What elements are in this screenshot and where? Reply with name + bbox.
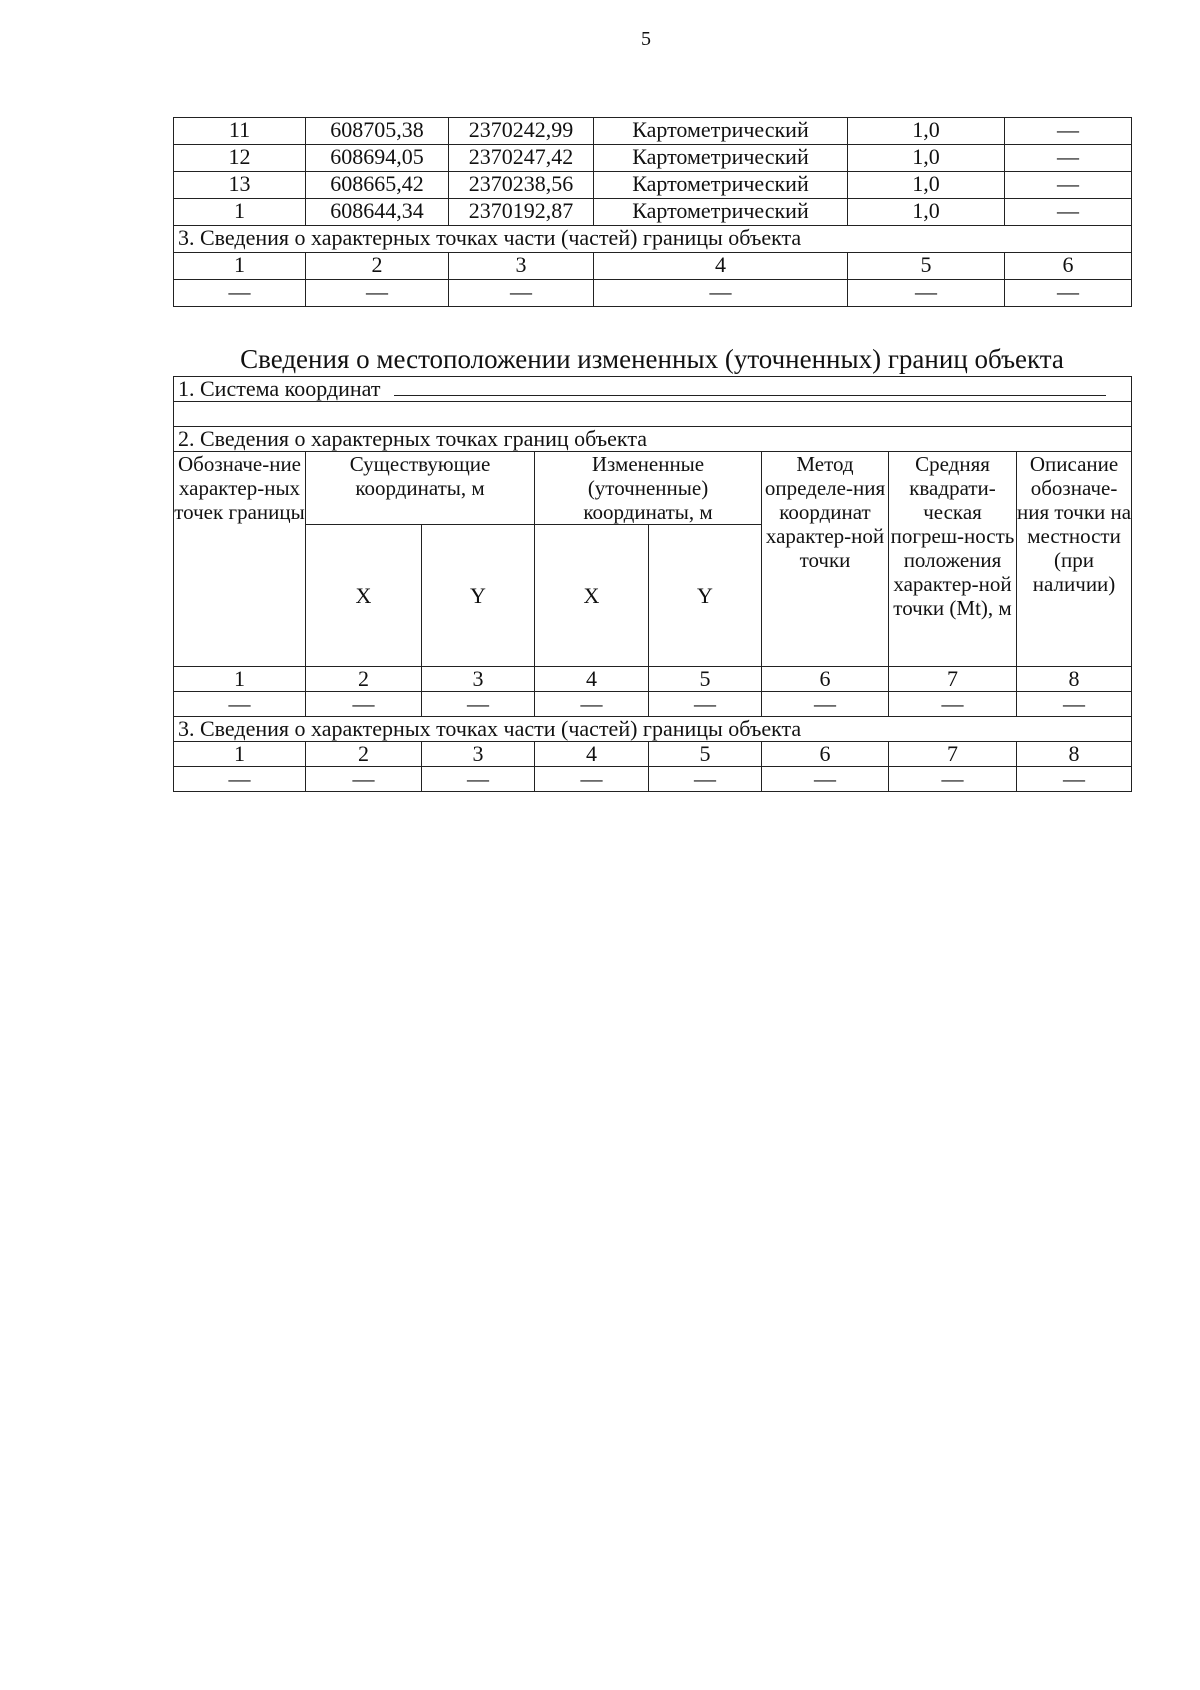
table-cell: 608644,34 bbox=[306, 199, 449, 226]
table-cell: — bbox=[174, 280, 306, 307]
blank-row bbox=[174, 402, 1132, 427]
table-cell: 2370242,99 bbox=[449, 118, 594, 145]
boundary-points-table bbox=[173, 117, 1132, 307]
table-cell: 608694,05 bbox=[306, 145, 449, 172]
table-row bbox=[174, 172, 1132, 199]
table-cell: 1,0 bbox=[848, 145, 1005, 172]
table-cell: — bbox=[306, 280, 449, 307]
table-cell: — bbox=[1017, 692, 1132, 717]
table-cell: — bbox=[762, 692, 889, 717]
table-cell: 2370192,87 bbox=[449, 199, 594, 226]
table-cell: — bbox=[306, 692, 422, 717]
table-cell: 608705,38 bbox=[306, 118, 449, 145]
table-cell: — bbox=[422, 767, 535, 792]
table-cell: 6 bbox=[762, 667, 889, 692]
table-cell: 3 bbox=[422, 742, 535, 767]
table-cell: 1 bbox=[174, 742, 306, 767]
section3-title: 3. Сведения о характерных точках части (частей) границы объекта bbox=[174, 226, 1132, 253]
table-cell: 2370238,56 bbox=[449, 172, 594, 199]
table-row bbox=[174, 118, 1132, 145]
table-cell: — bbox=[535, 767, 649, 792]
table-cell: 6 bbox=[762, 742, 889, 767]
header-existing-coords: Существующие координаты, м bbox=[306, 452, 535, 525]
header-changed-x: X bbox=[535, 525, 649, 667]
table-cell: 2370247,42 bbox=[449, 145, 594, 172]
table-cell: 8 bbox=[1017, 667, 1132, 692]
table-cell: 1,0 bbox=[848, 172, 1005, 199]
header-changed-y: Y bbox=[649, 525, 762, 667]
header-existing-y: Y bbox=[422, 525, 535, 667]
table-cell: — bbox=[649, 692, 762, 717]
table-cell: 1 bbox=[174, 667, 306, 692]
table-cell: — bbox=[1005, 199, 1132, 226]
table-cell: 2 bbox=[306, 253, 449, 280]
table-cell: 4 bbox=[535, 667, 649, 692]
table-cell: 3 bbox=[449, 253, 594, 280]
table-cell: — bbox=[535, 692, 649, 717]
table-cell: — bbox=[449, 280, 594, 307]
column-number-row bbox=[174, 667, 1132, 692]
table-cell: 4 bbox=[594, 253, 848, 280]
header-existing-x: X bbox=[306, 525, 422, 667]
header-method: Метод определе-ния координат характер-ной точки bbox=[762, 452, 889, 667]
table-cell: — bbox=[889, 692, 1017, 717]
header-row-1 bbox=[174, 452, 1132, 525]
coord-system-row bbox=[174, 377, 1132, 402]
table-cell: 608665,42 bbox=[306, 172, 449, 199]
section-title: Сведения о местоположении измененных (уточненных) границ объекта bbox=[240, 344, 1064, 374]
table-cell: 1 bbox=[174, 253, 306, 280]
table-cell: — bbox=[889, 767, 1017, 792]
header-changed-coords: Измененные (уточненные) координаты, м bbox=[535, 452, 762, 525]
table-cell: — bbox=[174, 692, 306, 717]
page-number: 5 bbox=[641, 28, 651, 50]
coord-system-label: 1. Система координат bbox=[178, 376, 381, 401]
table-cell: 5 bbox=[848, 253, 1005, 280]
section2-title-row bbox=[174, 427, 1132, 452]
table-cell: 2 bbox=[306, 667, 422, 692]
table-cell: — bbox=[306, 767, 422, 792]
table-cell: — bbox=[1005, 172, 1132, 199]
table-cell: — bbox=[649, 767, 762, 792]
table-row bbox=[174, 692, 1132, 717]
table-cell: 5 bbox=[649, 667, 762, 692]
table-cell: 4 bbox=[535, 742, 649, 767]
section3-title-row bbox=[174, 226, 1132, 253]
header-description: Описание обозначе-ния точки на местности (при наличии) bbox=[1017, 452, 1132, 667]
table-cell: Картометрический bbox=[594, 118, 848, 145]
table-cell: — bbox=[1005, 145, 1132, 172]
table-cell: 6 bbox=[1005, 253, 1132, 280]
table-row bbox=[174, 280, 1132, 307]
table-cell: Картометрический bbox=[594, 172, 848, 199]
table-cell: 13 bbox=[174, 172, 306, 199]
column-number-row bbox=[174, 742, 1132, 767]
section3-title-row bbox=[174, 717, 1132, 742]
table-cell: 12 bbox=[174, 145, 306, 172]
section2-title: 2. Сведения о характерных точках границ объекта bbox=[174, 427, 1132, 452]
header-error: Средняя квадрати-ческая погреш-ность положения характер-ной точки (Mt), м bbox=[889, 452, 1017, 667]
header-designation: Обозначе-ние характер-ных точек границы bbox=[174, 452, 306, 667]
table-row bbox=[174, 145, 1132, 172]
table-cell: — bbox=[1017, 767, 1132, 792]
table-cell: 1,0 bbox=[848, 118, 1005, 145]
table-cell: 1,0 bbox=[848, 199, 1005, 226]
table-cell: — bbox=[174, 767, 306, 792]
section3-title: 3. Сведения о характерных точках части (частей) границы объекта bbox=[174, 717, 1132, 742]
table-cell: — bbox=[1005, 280, 1132, 307]
table-cell: — bbox=[594, 280, 848, 307]
table-cell: 8 bbox=[1017, 742, 1132, 767]
table-cell: 5 bbox=[649, 742, 762, 767]
table-cell: — bbox=[1005, 118, 1132, 145]
table-cell: Картометрический bbox=[594, 145, 848, 172]
coord-system-value-line bbox=[394, 377, 1106, 396]
table-cell: 1 bbox=[174, 199, 306, 226]
changed-boundaries-table bbox=[173, 376, 1132, 792]
table-cell: 3 bbox=[422, 667, 535, 692]
table-cell: — bbox=[848, 280, 1005, 307]
table-cell: 7 bbox=[889, 667, 1017, 692]
table-cell: — bbox=[422, 692, 535, 717]
table-cell: Картометрический bbox=[594, 199, 848, 226]
table-cell: 2 bbox=[306, 742, 422, 767]
table-cell: 7 bbox=[889, 742, 1017, 767]
table-cell: — bbox=[762, 767, 889, 792]
table-cell: 11 bbox=[174, 118, 306, 145]
table-row bbox=[174, 199, 1132, 226]
table-row bbox=[174, 767, 1132, 792]
column-number-row bbox=[174, 253, 1132, 280]
